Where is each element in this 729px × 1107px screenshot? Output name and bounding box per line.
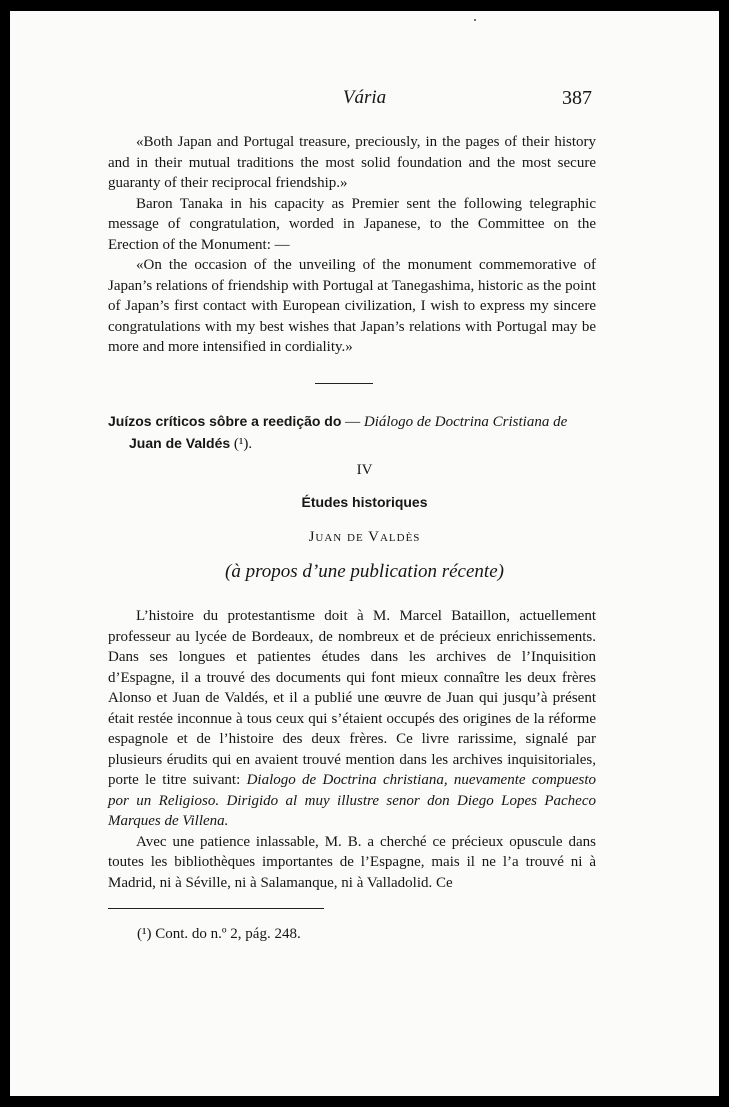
footnote-rule — [108, 908, 324, 909]
quote-paragraph-3: «On the occasion of the unveiling of the monument commemorative of Japan’s relations of friendship with Portugal at Tanegashima, historic as the point of Japan’s first contact with European civilization, I wish to express my sincere congratulations with my best wishes that Japan’s relations with Portugal may be more and more intensified in cordiality.» — [108, 257, 596, 355]
section-heading — [108, 411, 608, 454]
heading-bold: Juízos críticos sôbre a reedição do — [108, 413, 342, 429]
section-divider — [315, 383, 373, 384]
roman-numeral: IV — [356, 462, 373, 478]
heading-note: (¹). — [230, 435, 253, 452]
book-title-italic: Dialogo de Doctrina christiana, nuevamente compuesto por un Religioso. Dirigido al muy illustre senor don Diego Lopes Pacheco Marques de Villena. — [108, 772, 596, 829]
quote-paragraph-2: Baron Tanaka in his capacity as Premier sent the following telegraphic message of congratulation, worded in Japanese, to the Committee on the Erection of the Monument: — — [108, 195, 596, 253]
body-paragraph-2: Avec une patience inlassable, M. B. a cherché ce précieux opuscule dans toutes les bibliothèques importantes de l’Espagne, mais il ne l’a trouvé ni à Madrid, ni à Séville, ni à Salamanque, ni à Valladolid. Ce — [108, 833, 596, 891]
body-paragraph-1 — [108, 606, 596, 832]
body-block — [108, 606, 596, 893]
page-number: 387 — [562, 87, 592, 109]
heading-dash: — — [341, 414, 364, 430]
quote-paragraph-1: «Both Japan and Portugal treasure, preciously, in the pages of their history and in their mutual traditions the most solid foundation and the most secure guaranty of their reciprocal friendship.» — [108, 134, 596, 191]
quote-block — [108, 132, 596, 358]
body-paragraph-1-text: L’histoire du protestantisme doit à M. Marcel Bataillon, actuellement professeur au lycée de Bordeaux, de nombreux et de précieux enrichissements. Dans ses longues et patientes études dans les archives de l’Inquisition d’Espagne, il a trouvé des documents qui font mieux connaître les deux frères Alonso et Juan de Valdés, et il a publié une œuvre de Juan qui jusqu’à présent était restée inconnue à tous ceux qui s’étaient occupés des origines de la réforme espagnole et de l’histoire des deux frères. Ce livre rarissime, signalé par plusieurs érudits qui en avaient trouvé mention dans les archives inquisitoriales, porte le titre suivant: — [108, 608, 596, 788]
footnote: (¹) Cont. do n.º 2, pág. 248. — [137, 926, 301, 942]
heading-italic: Diálogo de Doctrina Cristiana de — [363, 414, 568, 430]
page-header — [10, 87, 719, 117]
heading-bold-2: Juan de Valdés — [129, 434, 231, 451]
author-title: Juan de Valdès — [308, 529, 421, 545]
running-title: Vária — [342, 87, 387, 108]
etudes-title: Études historiques — [301, 494, 428, 510]
scan-speck — [474, 19, 476, 21]
book-page — [10, 11, 719, 1096]
subtitle: (à propos d’une publication récente) — [225, 561, 504, 582]
